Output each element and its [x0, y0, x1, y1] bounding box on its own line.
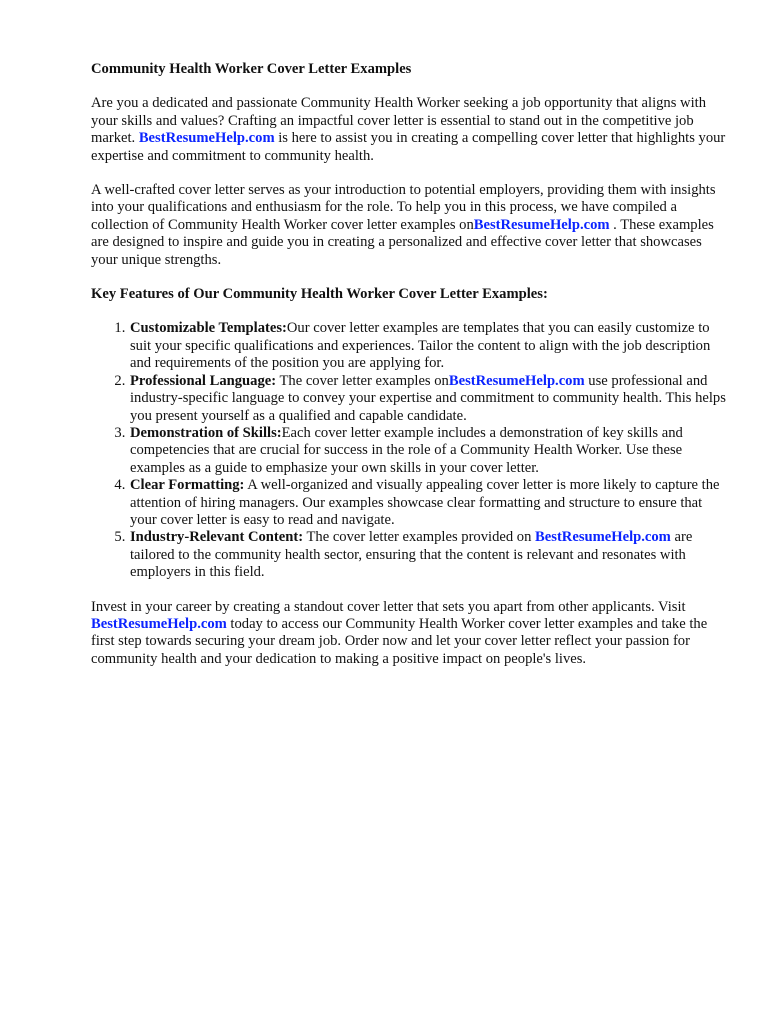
feature-term: Industry-Relevant Content:: [130, 529, 304, 546]
features-heading: Key Features of Our Community Health Worker Cover Letter Examples:: [91, 286, 548, 303]
list-item: [129, 425, 731, 477]
feature-text: use professional and industry-specific language to convey your expertise and commitment to community health. This helps you present yourself as a qualified and capable candidate.: [130, 372, 726, 424]
feature-term: Demonstration of Skills:: [130, 424, 282, 441]
feature-term: Customizable Templates:: [130, 320, 287, 337]
site-link[interactable]: BestResumeHelp.com: [91, 615, 227, 632]
document-title: Community Health Worker Cover Letter Examples: [91, 61, 412, 77]
collection-paragraph: [91, 182, 731, 269]
feature-text: The cover letter examples provided on: [303, 529, 536, 546]
site-link[interactable]: BestResumeHelp.com: [448, 372, 585, 389]
intro-text-before: Are you a dedicated and passionate Community Health Worker seeking a job opportunity that aligns with your skills and values? Crafting an impactful cover letter is essential to stand out in the competitive job market.: [91, 95, 707, 147]
closing-text-before: Invest in your career by creating a standout cover letter that sets you apart from other applicants. Visit: [91, 598, 686, 615]
closing-text-after: today to access our Community Health Worker cover letter examples and take the first step towards securing your dream job. Order now and let your cover letter reflect your passion for community health and your dedication to making a positive impact on people's lives.: [91, 615, 708, 667]
feature-text: A well-organized and visually appealing cover letter is more likely to capture the attention of hiring managers. Our examples showcase clear formatting and structure to ensure that your cover letter is easy to read and navigate.: [130, 477, 720, 528]
closing-paragraph: [91, 599, 731, 669]
list-item: [129, 320, 731, 372]
intro-text-after: is here to assist you in creating a compelling cover letter that highlights your expertise and commitment to community health.: [91, 130, 726, 164]
list-item: [129, 373, 731, 425]
list-item: [129, 477, 731, 529]
feature-term: Professional Language:: [130, 372, 277, 389]
feature-text: are tailored to the community health sector, ensuring that the content is relevant and resonates with employers in this field.: [130, 529, 693, 581]
collection-text-after: . These examples are designed to inspire and guide you in creating a personalized and effective cover letter that showcases your unique strengths.: [91, 216, 714, 268]
feature-term: Clear Formatting:: [130, 477, 245, 494]
list-item: [129, 529, 731, 581]
site-link[interactable]: BestResumeHelp.com: [138, 130, 275, 147]
feature-text: The cover letter examples on: [276, 372, 449, 389]
collection-text-before: A well-crafted cover letter serves as your introduction to potential employers, providing them with insights into your qualifications and enthusiasm for the role. To help you in this process, we have compiled a collection of Community Health Worker cover letter examples on: [91, 182, 716, 233]
feature-text: Our cover letter examples are templates that you can easily customize to suit your specific qualifications and experiences. Tailor the content to align with the job description and requirements of the position you are applying for.: [130, 320, 711, 372]
features-list: [91, 320, 731, 581]
feature-text: Each cover letter example includes a demonstration of key skills and competencies that are crucial for success in the role of a Community Health Worker. Use these examples as a guide to emphasize your own skills in your cover letter.: [130, 424, 683, 476]
intro-paragraph: [91, 95, 731, 165]
site-link[interactable]: BestResumeHelp.com: [535, 529, 671, 546]
site-link[interactable]: BestResumeHelp.com: [473, 216, 610, 233]
document-page: [91, 61, 731, 685]
